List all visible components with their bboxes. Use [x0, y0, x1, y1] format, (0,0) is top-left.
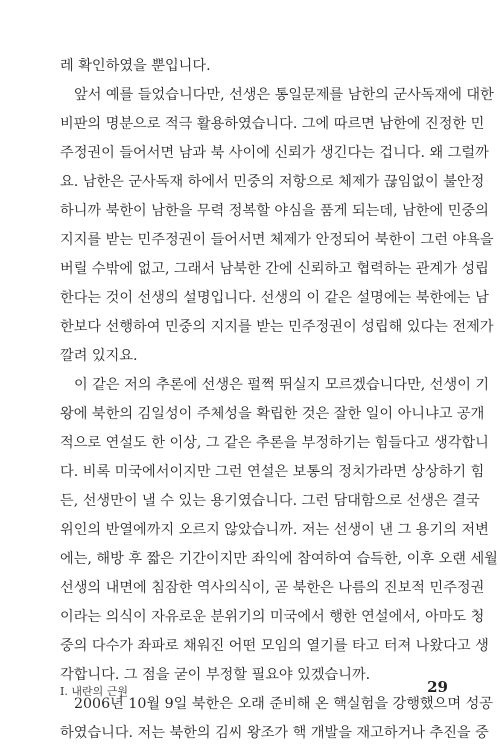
text-line: 깔려 있지요.: [60, 348, 138, 364]
text-line: 앞서 예를 들었습니다만, 선생은 통일문제를 남한의 군사독재에 대한: [74, 87, 494, 103]
running-footer-section: I. 내란의 근원: [60, 685, 128, 698]
text-line: 중의 다수가 좌파로 채워진 어떤 모임의 열기를 타고 터져 나왔다고 생: [60, 638, 489, 654]
text-line: 각합니다. 그 점을 굳이 부정할 필요야 있겠습니까.: [60, 667, 371, 683]
text-line: 지지를 받는 민주정권이 들어서면 체제가 안정되어 북한이 그런 야욕을: [60, 232, 494, 248]
text-line: 다. 비록 미국에서이지만 그런 연설은 보통의 정치가라면 상상하기 힘: [60, 464, 485, 480]
text-line: 한보다 선행하여 민중의 지지를 받는 민주정권이 성립해 있다는 전제가: [60, 319, 494, 335]
text-line: 위인의 반열에까지 오르지 않았습니까. 저는 선생이 낸 그 용기의 저변: [60, 522, 489, 538]
text-line: 에는, 해방 후 짧은 기간이지만 좌익에 참여하여 습득한, 이후 오랜 세월: [60, 551, 498, 567]
text-line: 주정권이 들어서면 남과 북 사이에 신뢰가 생긴다는 겁니다. 왜 그럴까: [60, 145, 489, 161]
text-line: 2006년 10월 9일 북한은 오래 준비해 온 핵실험을 강행했으며 성공: [74, 696, 493, 712]
page-number: 29: [427, 678, 448, 696]
text-line: 하였습니다. 저는 북한의 김씨 왕조가 핵 개발을 재고하거나 추진을 중: [60, 725, 489, 741]
body-text: [60, 52, 498, 748]
text-line: 든, 선생만이 낼 수 있는 용기였습니다. 그런 담대함으로 선생은 결국: [60, 493, 480, 509]
text-line: 비판의 명분으로 적극 활용하였습니다. 그에 따르면 남한에 진정한 민: [60, 116, 485, 132]
text-line: 한다는 것이 선생의 설명입니다. 선생의 이 같은 설명에는 북한에는 남: [60, 290, 489, 306]
text-line: 버릴 수밖에 없고, 그래서 남북한 간에 신뢰하고 협력하는 관계가 성립: [60, 261, 489, 277]
text-line: 왕에 북한의 김일성이 주체성을 확립한 것은 잘한 일이 아니냐고 공개: [60, 406, 485, 422]
text-line: 요. 남한은 군사독재 하에서 민중의 저항으로 체제가 끊임없이 불안정: [60, 174, 485, 190]
text-line: 하니까 북한이 남한을 무력 정복할 야심을 품게 되는데, 남한에 민중의: [60, 203, 489, 219]
text-line: 이 같은 저의 추론에 선생은 펄쩍 뛰실지 모르겠습니다만, 선생이 기: [74, 377, 490, 393]
text-line: 레 확인하였을 뿐입니다.: [60, 58, 211, 74]
text-line: 적으로 연설도 한 이상, 그 같은 추론을 부정하기는 힘들다고 생각합니: [60, 435, 489, 451]
text-line: 이라는 의식이 자유로운 분위기의 미국에서 행한 연설에서, 아마도 청: [60, 609, 485, 625]
text-line: 선생의 내면에 침잠한 역사의식이, 곧 북한은 나름의 진보적 민주정권: [60, 580, 485, 596]
